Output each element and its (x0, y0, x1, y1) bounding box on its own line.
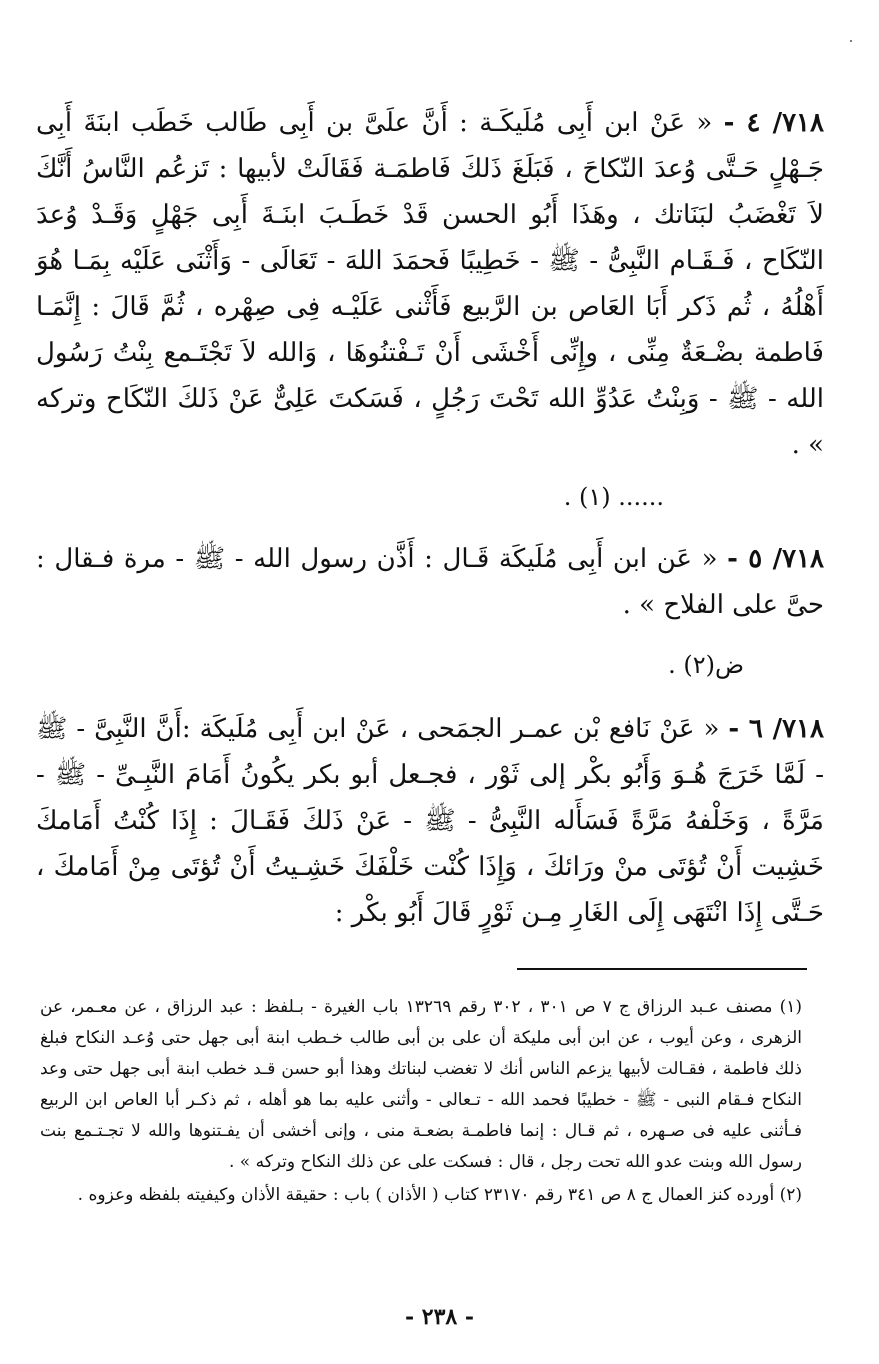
main-text (36, 100, 824, 936)
hadith-number: ٧١٨/ ٦ - (728, 714, 824, 744)
dad-marker-line: ض(٢) . (668, 651, 744, 679)
page-number: - ٢٣٨ - (404, 1304, 475, 1330)
hadith-paragraph-5 (36, 536, 824, 628)
hadith-number: ٧١٨/ ٥ - (727, 544, 825, 574)
footnote-separator (517, 968, 807, 970)
scan-speck (850, 40, 852, 42)
hadith-text: « عَن ابن أَبِى مُلَيكَة قَـال : أَذَّن رسول الله - ﷺ - مرة فـقال : حىَّ على الفلاح » . (36, 544, 824, 620)
hadith-number: ٧١٨/ ٤ - (723, 108, 824, 138)
footnote-2: (٢) أورده كنز العمال ج ٨ ص ٣٤١ رقم ٢٣١٧٠ كتاب ( الأذان ) باب : حقيقة الأذان وكيفيته بلفظه وعزوه . (77, 1185, 802, 1205)
footnotes (40, 992, 802, 1213)
hadith-text: « عَنْ ابن أَبِى مُلَيكَـة : أَنَّ علَىَّ بن أَبِى طَالب خَطَب ابنَةَ أَبِى جَـهْلٍ حَـتَّى وُعدَ النّكاحَ ، فَبَلَغَ ذَلكَ فَاطمَـة فَقَالَتْ لأبيها : تَزعُم النَّاسُ أَنَّكَ لاَ تَغْضَبُ لبَنَاتك ، وهَذَا أَبُو الحسن قَدْ خَطَـبَ ابنَـةَ أَبِى جَهْلٍ وَقَـدْ وُعدَ النّكَاح ، فَـقَـام النَّبِىُّ - ﷺ - خَطِيبًا فَحمَدَ اللهَ - تَعَالَى - وَأَثْنَى عَلَيْه بِمَـا هُوَ أَهْلُهُ ، ثُم ذَكر أَبَا العَاص بن الرَّبيع فَأَثْنى عَلَيْـه فِى صِهْره ، ثُمَّ قَالَ : إِنَّمَـا فَاطمة بضْـعَةٌ مِنِّى ، وإِنِّى أَخْشَى أَنْ تَـفْتنُوهَا ، وَالله لاَ تَجْتَـمع بِنْتُ رَسُول الله - ﷺ - وَبِنْتُ عَدُوِّ الله تَحْتَ رَجُلٍ ، فَسَكتَ عَلِىٌّ عَنْ ذَلكَ النّكَاح وتركه » . (36, 108, 824, 460)
hadith-paragraph-4 (36, 100, 824, 468)
hadith-paragraph-6 (36, 706, 824, 936)
footnote-1: (١) مصنف عـبد الرزاق ج ٧ ص ٣٠١ ، ٣٠٢ رقم ١٣٢٦٩ باب الغيرة - بـلفظ : عبد الرزاق ، عن معـمر، عن الزهرى ، وعن أيوب ، عن ابن أبى مليكة أن على بن أبى طالب خـطب ابنة أبى جهل حتى وُعـد النكاح فبلغ ذلك فاطمة ، فقـالت لأبيها يزعم الناس أنك لا تغضب لبناتك وهذا أبو حسن قـد خطب ابنة أبى جهل حتى وعد النكاح فـقام النبى - ﷺ - خطيبًا فحمد الله - تـعالى - وأثنى عليه بما هو أهله ، ثم ذكـر أبا العاص ابن الربيع فـأثنى عليه فى صـهره ، ثم قـال : إنما فاطمـة بضعـة منى ، وإنى أخشى أن يفـتنوها والله لا تجـتـمع بنت رسول الله وبنت عدو الله تحت رجل ، قال : فسكت على عن ذلك النكاح وتركه » . (40, 997, 802, 1172)
hadith-text: « عَنْ نَافع بْن عمـر الجمَحى ، عَنْ ابن أَبِى مُلَيكَة :أَنَّ النَّبِىَّ - ﷺ - لَمَّا خَرَجَ هُـوَ وَأَبُو بكْر إلى ثَوْر ، فجـعل أبو بكر يكُونُ أَمَامَ النَّبِـىِّ - ﷺ - مَرَّةً ، وَخَلْفهُ مَرَّةً فَسَأَله النَّبِىُّ - ﷺ - عَنْ ذَلكَ فَقَـالَ : إِذَا كُنْتُ أَمَامكَ خَشِيت أَنْ تُؤتَى منْ ورَائكَ ، وَإِذَا كُنْت خَلْفَكَ خَشِـيتُ أَنْ تُؤتَى مِنْ أَمَامكَ ، حَـتَّى إِذَا انْتَهَى إِلَى الغَارِ مِـن ثَوْرٍ قَالَ أَبُو بكْر : (36, 714, 824, 928)
ellipsis-line: ...... (١) . (563, 483, 664, 511)
